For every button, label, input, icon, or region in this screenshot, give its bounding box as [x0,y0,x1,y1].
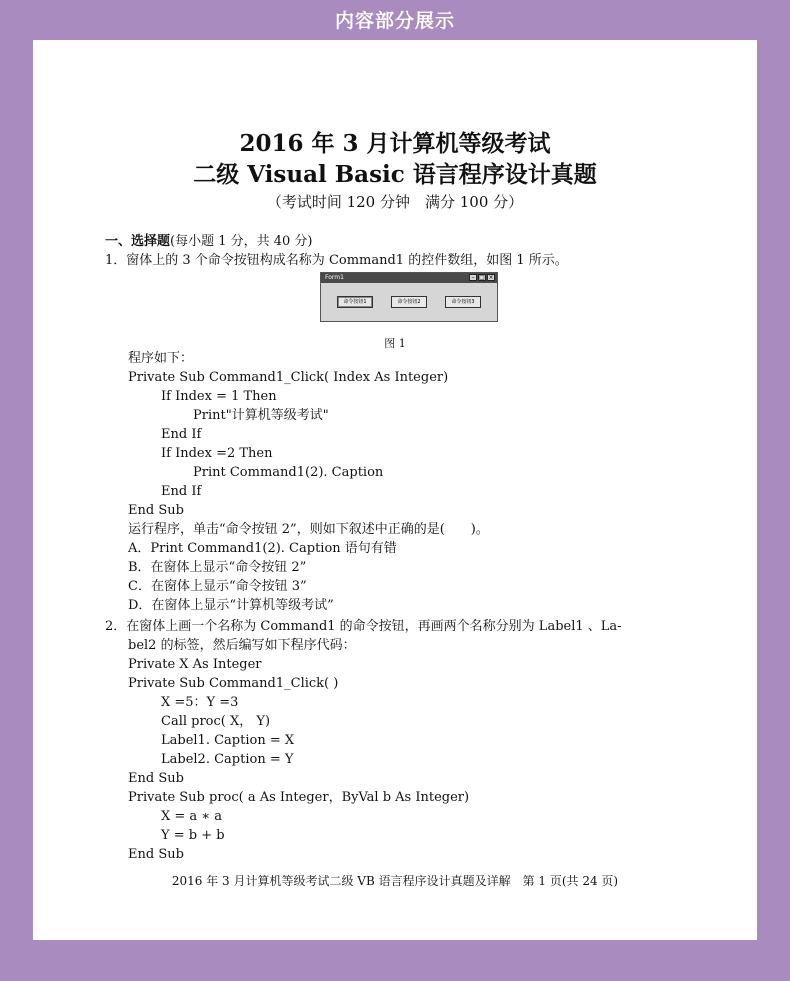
section-note: (每小题 1 分，共 40 分) [170,234,313,249]
code-line: If Index = 1 Then [161,389,277,404]
vb-form-titlebar [321,273,497,283]
q1-question: 运行程序，单击“命令按钮 2”，则如下叙述中正确的是( )。 [128,522,489,537]
q1-option-b: B．在窗体上显示“命令按钮 2” [128,560,307,575]
page-footer: 2016 年 3 月计算机等级考试二级 VB 语言程序设计真题及详解 第 1 页(共 24 页) [171,874,619,888]
command-button-2: 命令按钮2 [391,296,427,308]
figure-caption: 图 1 [384,337,406,350]
q1-stem: 1．窗体上的 3 个命令按钮构成名称为 Command1 的控件数组，如图 1 所示。 [105,253,568,268]
code-line: Print"计算机等级考试" [193,408,329,423]
code-line: End If [161,484,202,499]
code-line: End If [161,427,202,442]
q1-option-d: D．在窗体上显示“计算机等级考试” [128,598,334,613]
code-line: X = a ∗ a [161,809,223,824]
code-line: Label1. Caption = X [161,733,295,748]
close-icon: × [488,274,494,281]
code-line: Private Sub proc( a As Integer，ByVal b As Integer) [128,790,470,805]
code-line: Private X As Integer [128,657,262,672]
code-line: If Index =2 Then [161,446,273,461]
q1-option-c: C．在窗体上显示“命令按钮 3” [128,579,307,594]
code-line: End Sub [128,847,184,862]
code-line: 程序如下： [128,351,194,366]
exam-subject: 二级 Visual Basic 语言程序设计真题 [193,161,597,188]
code-line: End Sub [128,503,184,518]
vb-form-figure [320,272,498,322]
command-button-3: 命令按钮3 [445,296,481,308]
code-line: End Sub [128,771,184,786]
section-heading: 一、选择题 [105,234,171,249]
exam-title: 2016 年 3 月计算机等级考试 [239,130,551,157]
exam-duration: （考试时间 120 分钟 满分 100 分） [266,193,524,211]
code-line: X =5：Y =3 [161,695,239,710]
document-page [33,40,757,940]
maximize-icon: □ [479,274,485,281]
section-heading-line [105,233,313,250]
banner-title: 内容部分展示 [334,10,455,32]
code-line: Label2. Caption = Y [161,752,294,767]
q2-stem-line1: 2．在窗体上画一个名称为 Command1 的命令按钮，再画两个名称分别为 Label1 、La- [105,619,622,634]
command-button-1: 命令按钮1 [337,296,373,308]
q1-option-a: A．Print Command1(2). Caption 语句有错 [128,541,397,556]
vb-form-title: Form1 [325,274,344,281]
q2-stem-line2: bel2 的标签，然后编写如下程序代码： [128,638,356,653]
code-line: Print Command1(2). Caption [193,465,384,480]
code-line: Call proc( X， Y) [161,714,271,729]
code-line: Private Sub Command1_Click( ) [128,676,339,691]
minimize-icon: – [469,274,477,281]
code-line: Y = b + b [161,828,225,843]
code-line: Private Sub Command1_Click( Index As Integer) [128,370,449,385]
